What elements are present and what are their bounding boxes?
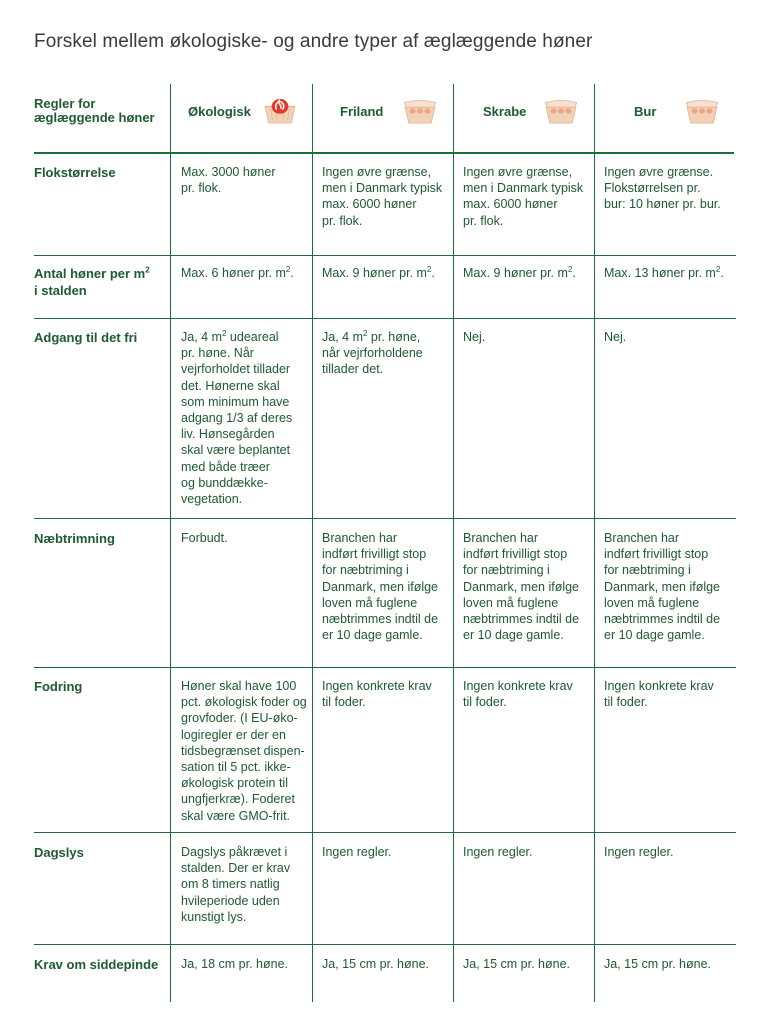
egg-carton-icon [542, 98, 580, 124]
cell-line: Nej. [463, 330, 486, 344]
cell-line: Branchen har [463, 531, 539, 545]
table-cell [181, 164, 276, 196]
cell-line: indført frivilligt stop [604, 547, 709, 562]
cell-line: til foder. [604, 695, 648, 710]
cell-line: indført frivilligt stop [322, 547, 427, 562]
cell-line: max. 6000 høner [322, 197, 417, 212]
cell-line: max. 6000 høner [463, 197, 558, 212]
table-cell [322, 164, 442, 229]
cell-line: Ja, 15 cm pr. høne. [463, 957, 570, 971]
cell-line: loven må fuglene [322, 595, 418, 610]
table-cell [322, 956, 429, 972]
cell-line: pr. flok. [463, 213, 504, 228]
cell-line: hvileperiode uden [181, 893, 280, 908]
cell-line: når vejrforholdene [322, 346, 423, 361]
cell-line: tillader det. [322, 362, 384, 377]
cell-line: men i Danmark typisk [463, 181, 584, 196]
column-header-bur [634, 97, 656, 125]
row-label-line: Antal høner per $m^2$ [34, 265, 150, 281]
cell-line: næbtrimmes indtil de [604, 612, 721, 627]
column-label: Økologisk [188, 103, 251, 119]
grid-vline [594, 84, 595, 1002]
row-label-line: Flokstørrelse [34, 165, 116, 180]
table-cell [181, 265, 294, 281]
row-label-line: Fodring [34, 679, 83, 694]
table-cell [181, 678, 307, 824]
row-label [34, 530, 164, 547]
egg-carton-organic-icon [261, 98, 299, 124]
cell-line: pr. flok. [181, 181, 222, 196]
cell-line: Max. 3000 høner [181, 165, 276, 179]
cell-line: pct. økologisk foder og [181, 695, 307, 710]
cell-line: Ingen konkrete krav [463, 679, 573, 693]
cell-line: Ja, 18 cm pr. høne. [181, 957, 288, 971]
cell-line: Ingen regler. [322, 845, 392, 859]
cell-line: indført frivilligt stop [463, 547, 568, 562]
cell-line: er 10 dage gamle. [463, 628, 564, 643]
rules-header [34, 97, 164, 125]
table-cell [322, 329, 423, 378]
cell-line: som minimum have [181, 394, 290, 409]
cell-line: vejrforholdet tillader [181, 362, 291, 377]
cell-line: om 8 timers natlig [181, 877, 280, 892]
cell-line: Danmark, men ifølge [322, 579, 439, 594]
cell-line: kunstigt lys. [181, 909, 247, 924]
row-label [34, 164, 164, 181]
cell-line: ungfjerkræ). Foderet [181, 792, 295, 807]
cell-line: og bunddække- [181, 475, 268, 490]
cell-line: Ja, 4 $m^2$ udeareal [181, 328, 279, 344]
row-label [34, 678, 164, 695]
grid-hline [34, 944, 736, 945]
cell-line: Max. 13 høner pr. $m^2$. [604, 264, 724, 280]
cell-line: Max. 9 høner pr. $m^2$. [322, 264, 435, 280]
table-cell [181, 844, 290, 925]
cell-line: men i Danmark typisk [322, 181, 443, 196]
grid-hline [34, 318, 736, 319]
row-label-line: Krav om siddepinde [34, 957, 159, 972]
cell-line: skal være GMO-frit. [181, 808, 291, 823]
cell-line: Ingen regler. [604, 845, 674, 859]
cell-line: Ingen øvre grænse, [322, 165, 432, 179]
table-cell [463, 844, 533, 860]
cell-line: er 10 dage gamle. [322, 628, 423, 643]
cell-line: Dagslys påkrævet i [181, 845, 288, 859]
table-cell [463, 164, 583, 229]
cell-line: bur: 10 høner pr. bur. [604, 197, 721, 212]
cell-line: sation til 5 pct. ikke- [181, 760, 291, 775]
column-header-okologisk [188, 97, 251, 125]
cell-line: Ja, 4 $m^2$ pr. høne, [322, 328, 421, 344]
row-label-line: Dagslys [34, 845, 84, 860]
column-label: Friland [340, 103, 384, 119]
cell-line: Nej. [604, 330, 627, 344]
table-cell [322, 678, 432, 710]
cell-line: Forbudt. [181, 531, 228, 545]
cell-line: stalden. Der er krav [181, 861, 291, 876]
cell-line: grovfoder. (I EU-øko- [181, 711, 298, 726]
table-cell [604, 265, 724, 281]
row-label-line: i stalden [34, 283, 87, 298]
table-cell [604, 164, 721, 213]
grid-hline [34, 255, 736, 256]
cell-line: Ingen øvre grænse, [463, 165, 573, 179]
grid-hline [34, 832, 736, 833]
cell-line: Max. 9 høner pr. $m^2$. [463, 264, 576, 280]
cell-line: adgang 1/3 af deres [181, 411, 293, 426]
cell-line: tidsbegrænset dispen- [181, 743, 305, 758]
table-cell [322, 530, 438, 643]
header-rule [34, 152, 734, 154]
table-cell [463, 265, 576, 281]
cell-line: Ingen øvre grænse. [604, 165, 714, 179]
column-header-skrabe [483, 97, 526, 125]
table-cell [322, 844, 392, 860]
grid-vline [453, 84, 454, 1002]
grid-hline [34, 667, 736, 668]
rules-header-line: Regler for [34, 96, 96, 111]
table-cell [463, 956, 570, 972]
row-label [34, 329, 164, 346]
cell-line: til foder. [463, 695, 507, 710]
rules-header-line: æglæggende høner [34, 110, 155, 125]
column-label: Bur [634, 103, 657, 119]
table-cell [604, 956, 711, 972]
cell-line: til foder. [322, 695, 366, 710]
table-cell [604, 530, 720, 643]
cell-line: Ja, 15 cm pr. høne. [322, 957, 429, 971]
cell-line: Ingen regler. [463, 845, 533, 859]
table-cell [463, 530, 579, 643]
cell-line: for næbtriming i [322, 563, 409, 578]
cell-line: for næbtriming i [463, 563, 550, 578]
cell-line: det. Hønerne skal [181, 378, 280, 393]
row-label [34, 844, 164, 861]
cell-line: Ja, 15 cm pr. høne. [604, 957, 711, 971]
cell-line: næbtrimmes indtil de [322, 612, 439, 627]
egg-carton-icon [683, 98, 721, 124]
table-cell [322, 265, 435, 281]
grid-hline [34, 518, 736, 519]
table-cell [181, 530, 228, 546]
table-cell [463, 678, 573, 710]
cell-line: loven må fuglene [604, 595, 700, 610]
cell-line: pr. flok. [322, 213, 363, 228]
cell-line: er 10 dage gamle. [604, 628, 705, 643]
table-cell [604, 329, 626, 345]
table-cell [181, 329, 292, 507]
row-label [34, 265, 164, 299]
cell-line: næbtrimmes indtil de [463, 612, 580, 627]
row-label-line: Adgang til det fri [34, 330, 138, 345]
cell-line: Ingen konkrete krav [604, 679, 714, 693]
table-cell [463, 329, 485, 345]
row-label-line: Næbtrimning [34, 531, 115, 546]
cell-line: loven må fuglene [463, 595, 559, 610]
table-cell [181, 956, 288, 972]
cell-line: økologisk protein til [181, 776, 288, 791]
cell-line: Branchen har [322, 531, 398, 545]
cell-line: Høner skal have 100 [181, 679, 297, 693]
cell-line: pr. høne. Når [181, 346, 254, 361]
table-cell [604, 844, 674, 860]
cell-line: Danmark, men ifølge [604, 579, 721, 594]
egg-carton-icon [401, 98, 439, 124]
cell-line: for næbtriming i [604, 563, 691, 578]
cell-line: Danmark, men ifølge [463, 579, 580, 594]
cell-line: logiregler er der en [181, 727, 286, 742]
column-label: Skrabe [483, 103, 527, 119]
grid-vline [312, 84, 313, 1002]
column-header-friland [340, 97, 383, 125]
cell-line: vegetation. [181, 492, 243, 507]
table-cell [604, 678, 714, 710]
cell-line: liv. Hønsegården [181, 427, 275, 442]
cell-line: Branchen har [604, 531, 680, 545]
cell-line: Flokstørrelsen pr. [604, 181, 701, 196]
grid-vline [170, 84, 171, 1002]
cell-line: Max. 6 høner pr. $m^2$. [181, 264, 294, 280]
cell-line: skal være beplantet [181, 443, 291, 458]
cell-line: Ingen konkrete krav [322, 679, 432, 693]
row-label [34, 956, 164, 973]
page-title: Forskel mellem økologiske- og andre typer af æglæggende høner [34, 31, 593, 52]
cell-line: med både træer [181, 459, 270, 474]
